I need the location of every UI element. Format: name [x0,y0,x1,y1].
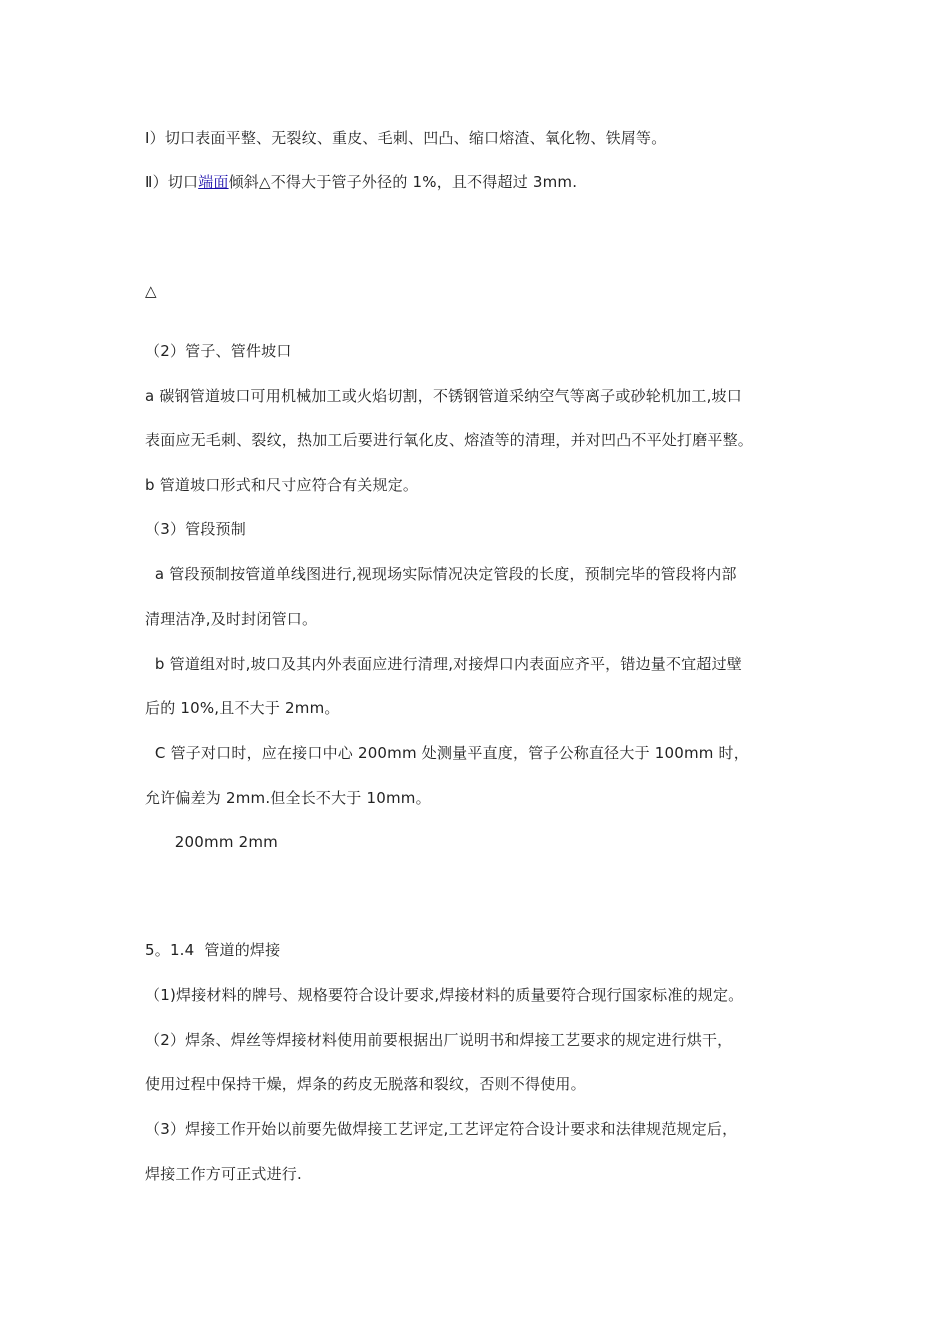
text-line-1: Ⅰ）切口表面平整、无裂纹、重皮、毛刺、凹凸、缩口熔渣、氧化物、铁屑等。 [145,129,667,147]
text-line-20: （3）焊接工作开始以前要先做焊接工艺评定,工艺评定符合设计要求和法律规范规定后， [145,1120,738,1138]
text-line-11: b 管道组对时,坡口及其内外表面应进行清理,对接焊口内表面应齐平，错边量不宜超过壁 [145,655,742,673]
text-line-6: 表面应无毛刺、裂纹，热加工后要进行氧化皮、熔渣等的清理，并对凹凸不平处打磨平整。 [145,431,754,449]
text-line-5: a 碳钢管道坡口可用机械加工或火焰切割，不锈钢管道采纳空气等离子或砂轮机加工,坡口 [145,387,742,405]
triangle-mark: △ [145,282,157,300]
text-line-13: C 管子对口时，应在接口中心 200mm 处测量平直度，管子公称直径大于 100mm 时， [145,744,749,762]
text-line-2-post: 倾斜△不得大于管子外径的 1%，且不得超过 3mm. [228,173,578,191]
text-line-10: 清理洁净,及时封闭管口。 [145,610,318,628]
text-line-15: 200mm 2mm [145,833,278,851]
text-line-19: 使用过程中保持干燥，焊条的药皮无脱落和裂纹，否则不得使用。 [145,1075,586,1093]
text-line-2-pre: Ⅱ）切口 [145,173,199,191]
text-line-18: （2）焊条、焊丝等焊接材料使用前要根据出厂说明书和焊接工艺要求的规定进行烘干， [145,1031,733,1049]
section-heading-welding: 5。1.4 管道的焊接 [145,941,281,959]
heading-pipe-bevel: （2）管子、管件坡口 [145,342,292,360]
text-line-21: 焊接工作方可正式进行. [145,1165,302,1183]
text-line-9: a 管段预制按管道单线图进行,视现场实际情况决定管段的长度，预制完毕的管段将内部 [145,565,737,583]
text-line-7: b 管道坡口形式和尺寸应符合有关规定。 [145,476,419,494]
end-face-link[interactable]: 端面 [198,173,229,191]
heading-pipe-prefab: （3）管段预制 [145,520,246,538]
text-line-12: 后的 10%,且不大于 2mm。 [145,699,340,717]
text-line-2 [145,172,577,192]
text-line-17: （1)焊接材料的牌号、规格要符合设计要求,焊接材料的质量要符合现行国家标准的规定。 [145,986,744,1004]
text-line-14: 允许偏差为 2mm.但全长不大于 10mm。 [145,789,431,807]
